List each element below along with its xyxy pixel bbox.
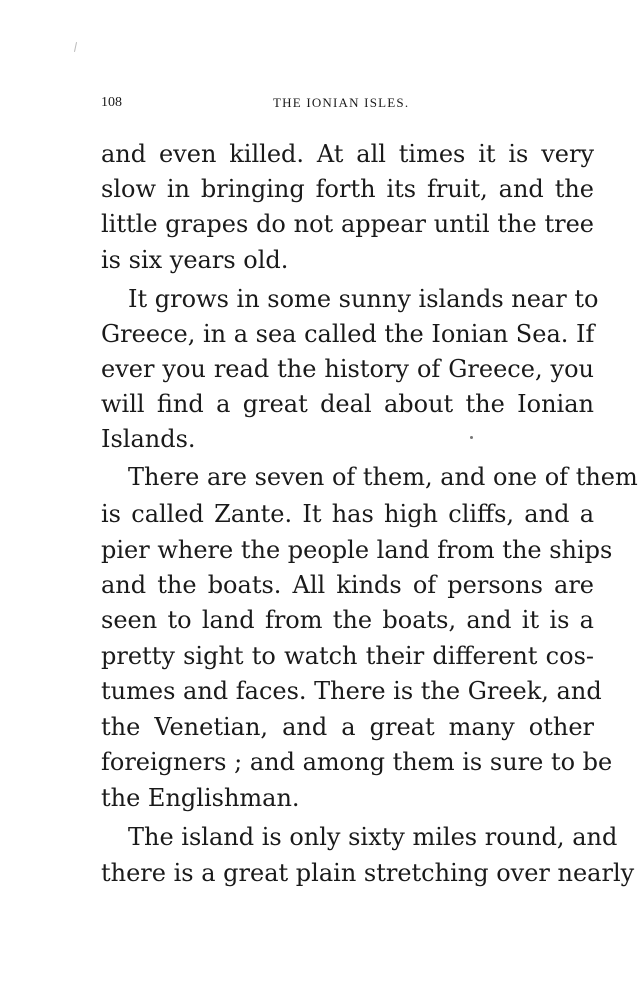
text-line: Greece, in a sea called the Ionian Sea. If (101, 320, 595, 348)
text-line: is called Zante. It has high cliffs, and a (101, 500, 594, 528)
paragraph-first-line: The island is only sixty miles round, and (128, 823, 618, 851)
text-line: and the boats. All kinds of persons are (101, 571, 594, 599)
paper-blemish (74, 42, 77, 52)
running-title: THE IONIAN ISLES. (273, 95, 410, 110)
text-line: will find a great deal about the Ionian (101, 390, 594, 418)
text-line: the Venetian, and a great many other (101, 713, 594, 741)
text-line: tumes and faces. There is the Greek, and (101, 677, 602, 705)
paper-speck (470, 436, 473, 439)
text-line: seen to land from the boats, and it is a (101, 606, 594, 634)
text-line: pier where the people land from the ships (101, 536, 613, 564)
text-line: little grapes do not appear until the tree (101, 210, 594, 238)
text-line: pretty sight to watch their different cos- (101, 642, 594, 670)
text-line: ever you read the history of Greece, you (101, 355, 594, 383)
text-line: Islands. (101, 425, 196, 453)
text-line: there is a great plain stretching over nearly (101, 859, 635, 887)
text-line: foreigners ; and among them is sure to be (101, 748, 613, 776)
paragraph-first-line: It grows in some sunny islands near to (128, 285, 599, 313)
running-head (101, 95, 594, 113)
paragraph-first-line: There are seven of them, and one of them (128, 463, 638, 491)
text-line: the Englishman. (101, 784, 300, 812)
text-line: slow in bringing forth its fruit, and the (101, 175, 594, 203)
text-line: is six years old. (101, 246, 289, 274)
text-line: and even killed. At all times it is very (101, 140, 594, 168)
page-number: 108 (101, 95, 122, 110)
